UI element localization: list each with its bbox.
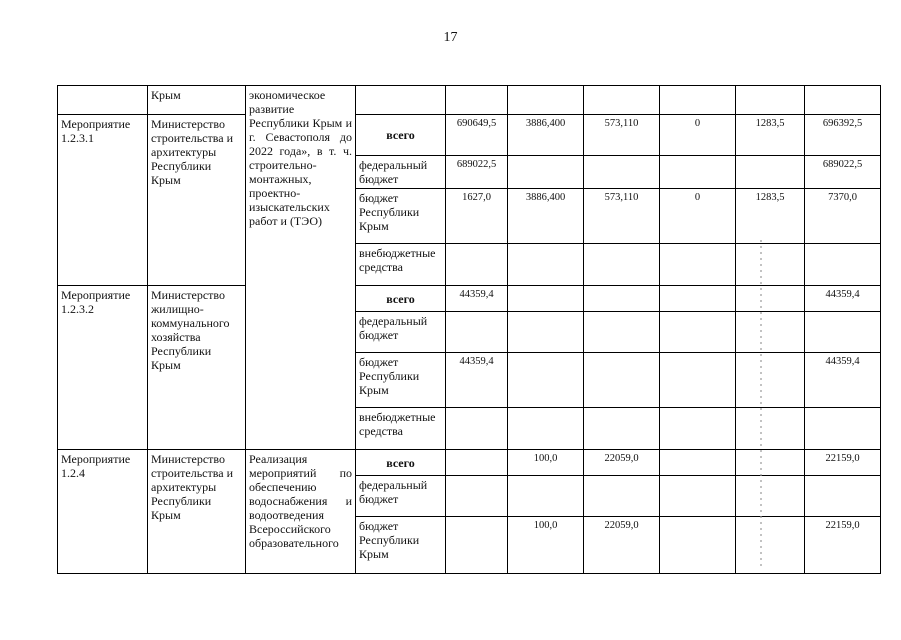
funding-type-cell: бюджет Республики Крым xyxy=(356,517,446,574)
value-cell xyxy=(736,244,805,286)
value-cell xyxy=(736,517,805,574)
total-cell: 44359,4 xyxy=(805,353,881,408)
scan-artifact xyxy=(760,240,762,570)
value-cell xyxy=(508,286,584,312)
table-row xyxy=(58,450,881,476)
funding-type-cell: федеральный бюджет xyxy=(356,312,446,353)
value-cell: 573,110 xyxy=(584,189,660,244)
value-cell xyxy=(446,450,508,476)
funding-type-cell: федеральный бюджет xyxy=(356,476,446,517)
value-cell: 100,0 xyxy=(508,517,584,574)
value-cell: 22059,0 xyxy=(584,450,660,476)
description-cell xyxy=(246,86,356,450)
value-cell xyxy=(446,476,508,517)
value-cell xyxy=(660,408,736,450)
total-cell: 696392,5 xyxy=(805,115,881,156)
value-cell xyxy=(660,312,736,353)
value-cell xyxy=(584,312,660,353)
value-cell xyxy=(660,476,736,517)
executor-cell: Министерство жилищно-коммунального хозяйства Республики Крым xyxy=(148,286,246,450)
value-cell xyxy=(660,353,736,408)
funding-type-cell: бюджет Республики Крым xyxy=(356,189,446,244)
budget-table xyxy=(57,85,881,574)
value-cell xyxy=(660,286,736,312)
value-cell xyxy=(736,156,805,189)
description-continued: Республики Крым и г. Севастополя до 2022 года», в т. ч. строительно-монтажных, проектно-изыскательских работ и (ТЭО) xyxy=(249,116,352,228)
value-cell: 3886,400 xyxy=(508,115,584,156)
funding-type-cell: внебюджетные средства xyxy=(356,244,446,286)
value-cell: 100,0 xyxy=(508,450,584,476)
value-cell xyxy=(446,312,508,353)
total-cell: 7370,0 xyxy=(805,189,881,244)
value-cell xyxy=(736,476,805,517)
value-cell xyxy=(508,156,584,189)
value-cell: 0 xyxy=(660,115,736,156)
executor-cell: Министерство строительства и архитектуры Республики Крым xyxy=(148,115,246,286)
value-cell xyxy=(736,286,805,312)
value-cell xyxy=(508,408,584,450)
page-number: 17 xyxy=(443,30,458,45)
value-cell xyxy=(736,312,805,353)
value-cell xyxy=(584,408,660,450)
value-cell xyxy=(446,517,508,574)
funding-type-cell xyxy=(356,86,446,115)
funding-type-cell: всего xyxy=(356,450,446,476)
value-cell: 689022,5 xyxy=(446,156,508,189)
total-cell xyxy=(805,408,881,450)
table-body xyxy=(58,86,881,574)
total-cell: 44359,4 xyxy=(805,286,881,312)
funding-type-cell: внебюджетные средства xyxy=(356,408,446,450)
value-cell xyxy=(508,244,584,286)
value-cell xyxy=(584,156,660,189)
value-cell: 22059,0 xyxy=(584,517,660,574)
value-cell xyxy=(736,450,805,476)
value-cell: 1283,5 xyxy=(736,115,805,156)
funding-type-cell: всего xyxy=(356,115,446,156)
value-cell xyxy=(584,476,660,517)
total-cell xyxy=(805,312,881,353)
value-cell xyxy=(584,86,660,115)
funding-type-cell: всего xyxy=(356,286,446,312)
value-cell: 44359,4 xyxy=(446,353,508,408)
measure-cell: Мероприятие 1.2.3.1 xyxy=(58,115,148,286)
value-cell xyxy=(508,476,584,517)
measure-cell: Мероприятие 1.2.3.2 xyxy=(58,286,148,450)
value-cell xyxy=(446,244,508,286)
value-cell xyxy=(736,86,805,115)
value-cell: 1627,0 xyxy=(446,189,508,244)
value-cell xyxy=(736,353,805,408)
value-cell xyxy=(508,86,584,115)
value-cell: 0 xyxy=(660,189,736,244)
total-cell: 689022,5 xyxy=(805,156,881,189)
funding-type-cell: федеральный бюджет xyxy=(356,156,446,189)
value-cell xyxy=(446,408,508,450)
value-cell xyxy=(508,353,584,408)
value-cell xyxy=(660,86,736,115)
measure-cell xyxy=(58,86,148,115)
description-prefix: экономическое развитие xyxy=(249,88,326,116)
value-cell xyxy=(446,86,508,115)
measure-cell: Мероприятие 1.2.4 xyxy=(58,450,148,574)
value-cell xyxy=(660,517,736,574)
value-cell: 44359,4 xyxy=(446,286,508,312)
value-cell: 1283,5 xyxy=(736,189,805,244)
table-row xyxy=(58,115,881,156)
total-cell xyxy=(805,476,881,517)
value-cell xyxy=(584,353,660,408)
total-cell: 22159,0 xyxy=(805,450,881,476)
total-cell: 22159,0 xyxy=(805,517,881,574)
table-row xyxy=(58,286,881,312)
value-cell xyxy=(508,312,584,353)
executor-cell: Министерство строительства и архитектуры Республики Крым xyxy=(148,450,246,574)
value-cell xyxy=(584,286,660,312)
total-cell xyxy=(805,86,881,115)
value-cell xyxy=(584,244,660,286)
value-cell: 573,110 xyxy=(584,115,660,156)
table-row xyxy=(58,86,881,115)
value-cell xyxy=(660,244,736,286)
value-cell xyxy=(660,450,736,476)
value-cell xyxy=(736,408,805,450)
total-cell xyxy=(805,244,881,286)
value-cell xyxy=(660,156,736,189)
executor-cell: Крым xyxy=(148,86,246,115)
funding-type-cell: бюджет Республики Крым xyxy=(356,353,446,408)
value-cell: 3886,400 xyxy=(508,189,584,244)
value-cell: 690649,5 xyxy=(446,115,508,156)
description-cell: Реализация мероприятий по обеспечению водоснабжения и водоотведения Всероссийского образовательного xyxy=(246,450,356,574)
